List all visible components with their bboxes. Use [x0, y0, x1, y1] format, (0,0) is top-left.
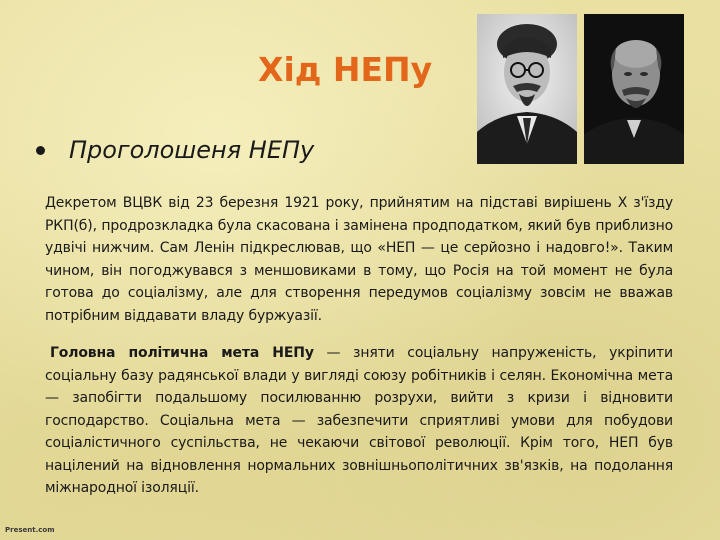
- paragraph-goals: [45, 342, 673, 500]
- bullet-dot-icon: [36, 146, 45, 155]
- paragraph-goals-lead: Головна політична мета НЕПу: [50, 345, 314, 361]
- bullet-text: Проголошеня НЕПу: [69, 136, 315, 164]
- slide-title: Хід НЕПу: [258, 50, 433, 89]
- watermark-logo: Present.com: [5, 526, 55, 534]
- portrait-photo-right: [584, 14, 684, 164]
- portrait-photo-left: [477, 14, 577, 164]
- paragraph-goals-text: — зняти соціальну напруженість, укріпити соціальну базу радянської влади у вигляді союзу робітників і селян. Економічна мета — запобігти подальшому посилюванню розрухи, вийти з кризи і відновити господарство. Соціальна мета — забезпечити сприятливі умови для побудови соціалістичного суспільства, не чекаючи світової революції. Крім того, НЕП був націлений на відновлення нормальних зовнішньополітичних зв'язків, на подолання міжнародної ізоляції.: [45, 345, 673, 496]
- paragraph-decree: Декретом ВЦВК від 23 березня 1921 року, прийнятим на підставі вирішень X з'їзду РКП(б), продрозкладка була скасована і замінена продподатком, який був приблизно удвічі нижчим. Сам Ленін підкреслював, що «НЕП — це серйозно і надовго!». Таким чином, він погоджувався з меншовиками в тому, що Росія на той момент не була готова до соціалізму, але для створення передумов соціалізму зовсім не вважав потрібним віддавати владу буржуазії.: [45, 195, 673, 324]
- bullet-item: [36, 136, 314, 164]
